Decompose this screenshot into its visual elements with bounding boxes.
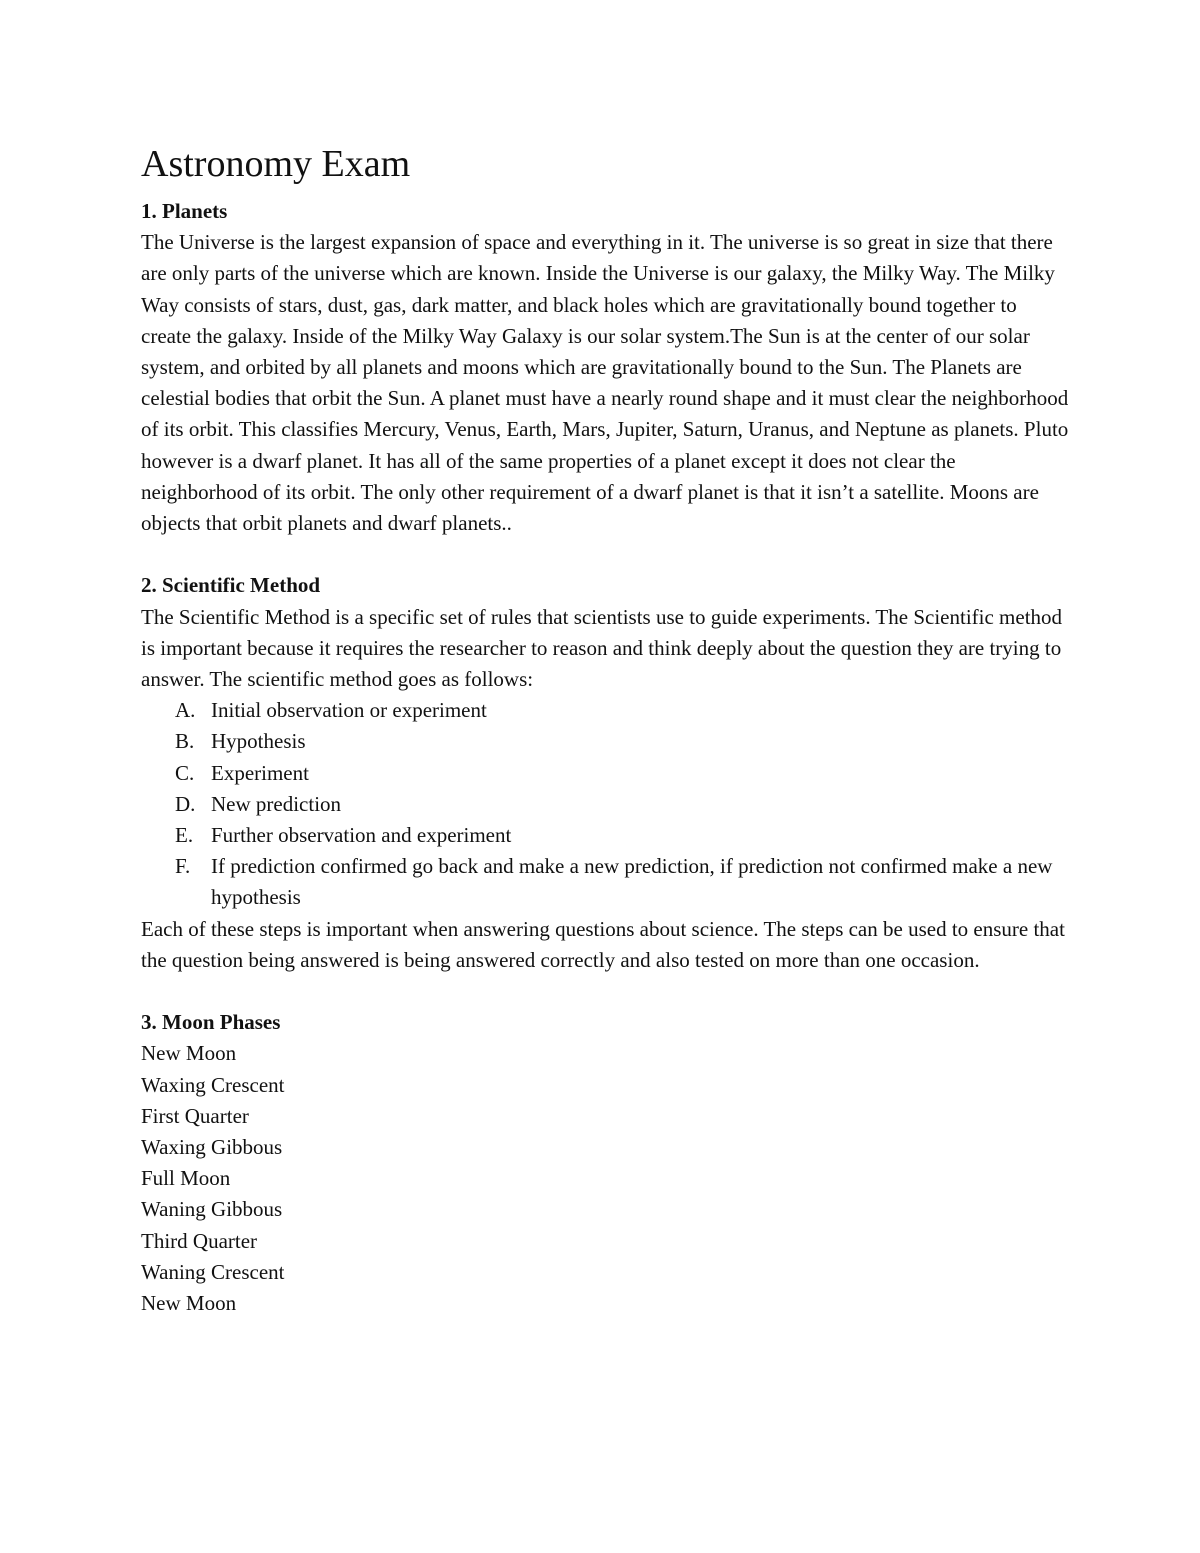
list-item: Third Quarter: [141, 1228, 258, 1253]
section-heading-planets: 1. Planets: [141, 199, 228, 223]
step-text: Hypothesis: [211, 729, 306, 754]
list-item: New Moon: [141, 1041, 237, 1066]
list-marker: F.: [175, 854, 191, 879]
section-heading-scientific-method: 2. Scientific Method: [141, 573, 321, 598]
blank-line: [141, 539, 1071, 570]
section-scientific-method: [141, 570, 1071, 976]
scientific-method-intro: The Scientific Method is a specific set of rules that scientists use to guide experiments. The Scientific method is important because it requires the researcher to reason and think deeply about the question they are trying to answer. The scientific method goes as follows:: [141, 604, 1063, 692]
section-planets: [141, 196, 1071, 539]
blank-line: [141, 976, 1071, 1007]
section-heading-moon-phases: 3. Moon Phases: [141, 1010, 281, 1035]
step-text: New prediction: [211, 791, 342, 816]
step-text: Further observation and experiment: [211, 823, 512, 848]
list-marker: D.: [175, 791, 196, 816]
list-item: [141, 695, 1071, 726]
planets-paragraph: The Universe is the largest expansion of space and everything in it. The universe is so great in size that there are only parts of the universe which are known. Inside the Universe is our galaxy, the Milky Way. The Milky Way consists of stars, dust, gas, dark matter, and black holes which are gravitationally bound together to create the galaxy. Inside of the Milky Way Galaxy is our solar system.The Sun is at the center of our solar system, and orbited by all planets and moons which are gravitationally bound to the Sun. The Planets are celestial bodies that orbit the Sun. A planet must have a nearly round shape and it must clear the neighborhood of its orbit. This classifies Mercury, Venus, Earth, Mars, Jupiter, Saturn, Uranus, and Neptune as planets. Pluto however is a dwarf planet. It has all of the same properties of a planet except it does not clear the neighborhood of its orbit. The only other requirement of a dwarf planet is that it isn’t a satellite. Moons are objects that orbit planets and dwarf planets..: [141, 230, 1069, 536]
step-text: Experiment: [211, 760, 309, 785]
list-item: First Quarter: [141, 1103, 249, 1128]
list-item: Waxing Gibbous: [141, 1135, 283, 1160]
moon-phases-list: [141, 1038, 1071, 1319]
section-moon-phases: [141, 1007, 1071, 1319]
list-item: [141, 851, 1071, 913]
list-marker: B.: [175, 729, 195, 754]
list-item: [141, 758, 1071, 789]
list-marker: A.: [175, 698, 196, 723]
list-marker: C.: [175, 760, 195, 785]
scientific-method-steps: [141, 695, 1071, 913]
document-title: Astronomy Exam: [141, 143, 411, 185]
list-item: Waning Crescent: [141, 1259, 285, 1284]
scientific-method-conclusion: Each of these steps is important when answering questions about science. The steps can be used to ensure that the question being answered is being answered correctly and also tested on more than one occasion.: [141, 916, 1065, 972]
list-item: Waxing Crescent: [141, 1072, 285, 1097]
list-marker: E.: [175, 823, 194, 848]
step-text: Initial observation or experiment: [211, 698, 487, 723]
list-item: Waning Gibbous: [141, 1197, 283, 1222]
document-page: [141, 138, 1071, 1319]
step-text: If prediction confirmed go back and make a new prediction, if prediction not confirmed make a new hypothesis: [211, 854, 1053, 910]
list-item: New Moon: [141, 1291, 237, 1316]
list-item: Full Moon: [141, 1166, 231, 1191]
list-item: [141, 726, 1071, 757]
list-item: [141, 789, 1071, 820]
list-item: [141, 820, 1071, 851]
